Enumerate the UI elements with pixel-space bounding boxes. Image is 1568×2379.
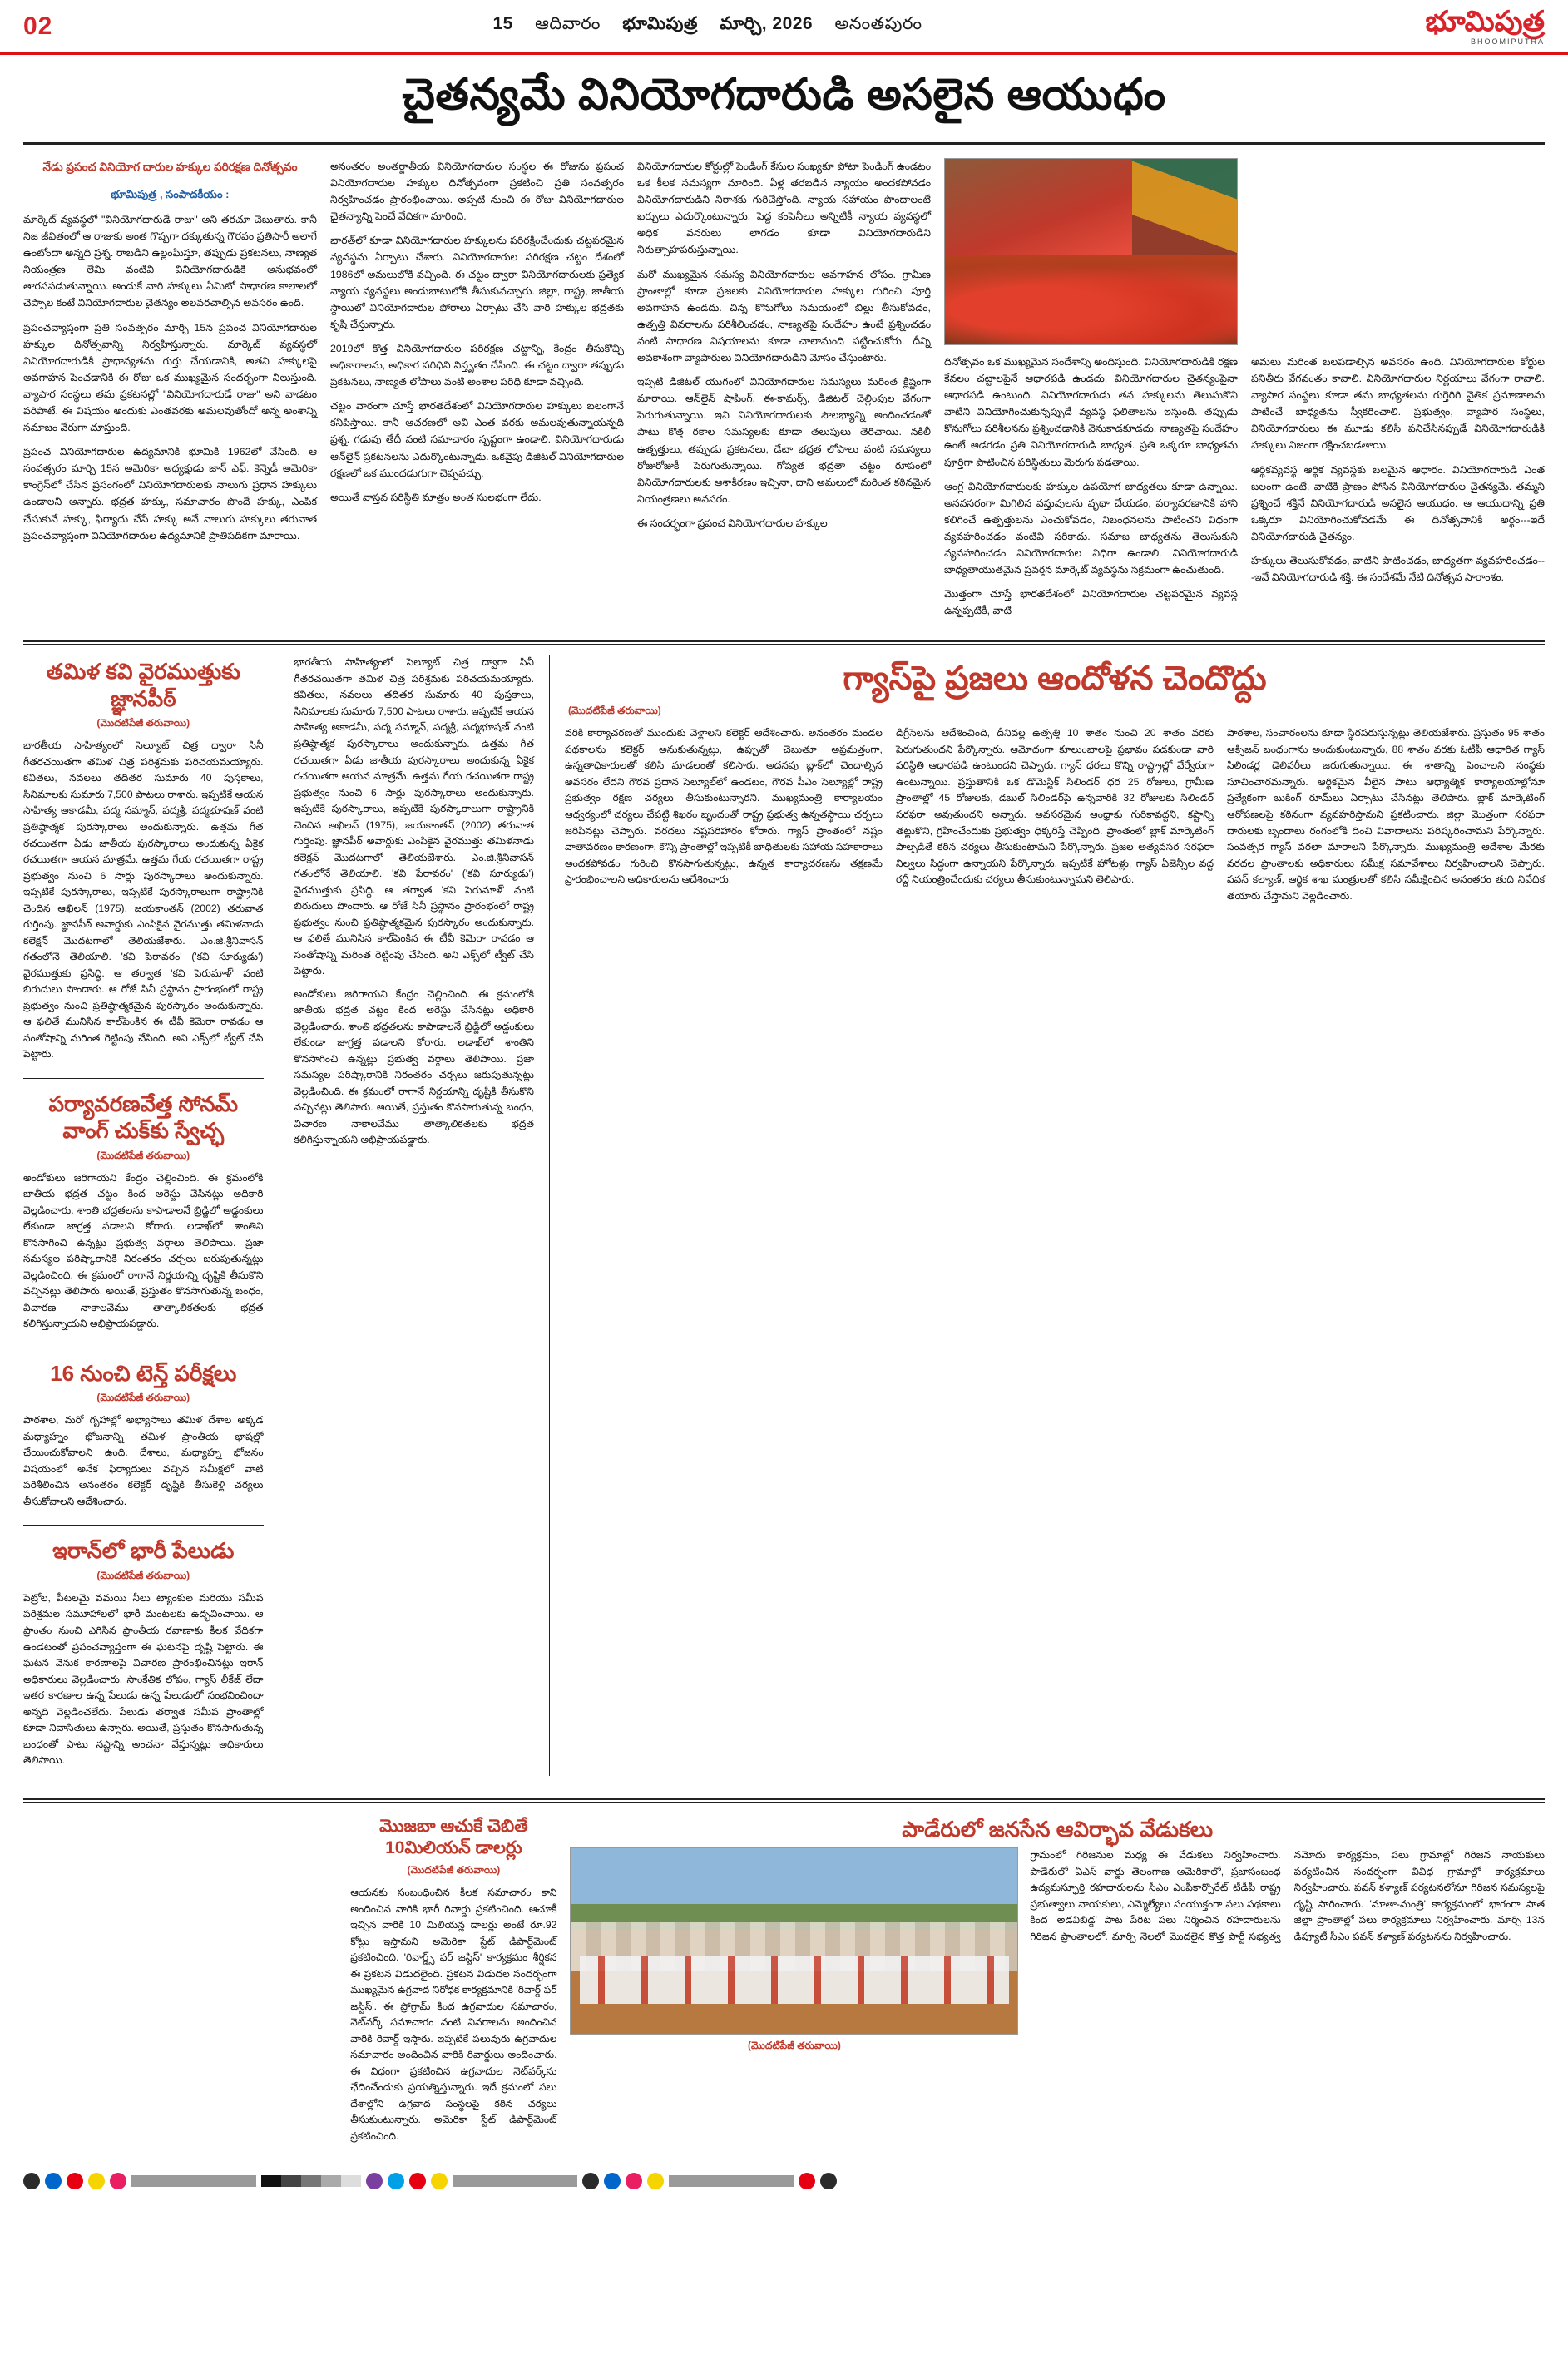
masthead — [0, 0, 1568, 55]
janasena-caption-contd: (మొదటిపేజీ తరువాయి) — [748, 2040, 841, 2052]
lead-column-2 — [330, 158, 624, 626]
lead-para: ఈ సందర్భంగా ప్రపంచ వినియోగదారుల హక్కుల — [637, 517, 828, 529]
masthead-brand — [1337, 7, 1545, 46]
bottom-left-spacer — [23, 1813, 337, 2152]
lead-column-5 — [1251, 158, 1545, 626]
lead-photo-market — [944, 158, 1238, 345]
story-body — [23, 1170, 264, 1333]
story-para: పెట్రోల, పీటలమై వమయి నీలు ట్యాంకుల మరియు సమీప పరిశ్రమల సమూహాలలో భారీ మంటలకు ఉద్భవించాయి. ఆ ప్రాంతం నుంచి ఎగిసిన ప్రాంతీయ రవాణాకు కీలక వేదికగా ఉండటంతో ప్రపంచవ్యాప్తంగా ఈ ఘటనపై దృష్టి పెట్టారు. ఈ ఘటన వెనుక కారణాలపై విచారణ ప్రారంభించినట్లు ఇరాన్ అధికారులు వెల్లడించారు. సాంకేతిక లోపం, గ్యాస్ లీకేజ్ లేదా ఇతర కారణాల ఉన్న పేలుడు ఉన్న పేలుడులో సంభవించిందా అన్నది వెల్లడించలేదు. పేలుడు తర్వాత సమీప ప్రాంతాల్లో కూడా నివాసితులు ఉన్నారు. అయితే, ప్రస్తుతం కొనసాగుతున్న బంధంతో పాటు నష్టాన్ని అంచనా వేస్తున్నట్లు అధికారులు తెలిపాయి. — [23, 1591, 264, 1767]
color-swatch — [366, 2173, 383, 2189]
lead-para: చట్టం వారంగా చూస్తే భారతదేశంలో వినియోగదారుల హక్కులు బలంగానే కనిపిస్తాయి. కానీ ఆచరణలో అవి ఎంత వరకు అమలవుతున్నాయన్నది ప్రశ్న. గడువు తేదీ వంటి సమాచారం స్పష్టంగా ఉండాలి. వినియోగదారుడు ఆన్‌లైన్ ప్రకటనలను ఎదుర్కొంటున్నాడు. ఒకవైపు డిజిటల్ వినియోగదారుల రక్షణలో ఒక ముందడుగుగా చెప్పవచ్చు. — [330, 400, 624, 479]
gas-story-title: గ్యాస్‌పై ప్రజలు ఆందోళన చెందొద్దు — [843, 660, 1267, 698]
column-rule — [549, 655, 550, 1775]
janasena-para: గ్రామంలో గిరిజనుల మధ్య ఈ వేడుకలు నిర్వహించారు. పాడేరులో ఏఎస్ వార్డు తెలంగాణ అమెరికాలో, ప్రజాసంబంధ ఉద్యమస్ఫూర్తి రహదారులను సీఎం ఎంపీకార్పొరేట్ టీడీపీ రాష్ట్ర ప్రభుత్వాలు నాయకులు, ఎమ్మెల్యేలు సంయుక్తంగా పలు పథకాలు కింద 'అడవిబిడ్డ' పాట పేరిట పలు నిర్మించిన రహదారులను గిరిజన ప్రాంతాలలో. మార్చి నెలలో మొదలైన కొత్త పార్టీ సభ్యత్వ నమోదు కార్యక్రమం, పలు గ్రామాల్లో గిరిజన నాయకులు పర్యటించిన సందర్భంగా వివిధ గ్రామాల్లో కార్యక్రమాలు నిర్వహించారు. పవన్ కళ్యాణ్ పర్యటనలోనూ గిరిజన సమస్యలపై దృష్టి సారించారు. 'మాతా-మంత్రి' కార్యక్రమంలో భాగంగా పాత జిల్లా ప్రాంతాల్లో పలు కార్యక్రమాలు నిర్వహించారు. మార్చి 13న డిప్యూటీ సీఎం పవన్ కళ్యాణ్ పర్యటనను నిర్వహించారు. — [1030, 1849, 1545, 1942]
lead-para: ఇప్పటి డిజిటల్ యుగంలో వినియోగదారుల సమస్యలు మరింత క్లిష్టంగా మారాయి. ఆన్‌లైన్ షాపింగ్, ఈ-కామర్స్, డిజిటల్ చెల్లింపుల వేగంగా పెరుగుతున్నాయి. ఇవి వినియోగదారులకు సౌలభ్యాన్ని అందించడంతో పాటు కొత్త రకాల సమస్యలకు కూడా తలుపులు తెరిచాయి. నకిలీ ఉత్పత్తులు, తప్పుడు ప్రకటనలు, డేటా భద్రత లోపాలు వంటి సమస్యలు రోజురోజుకీ పెరుగుతున్నాయి. గోప్యత భద్రతా చట్టం రూపంలో వినియోగదారులకు ఆశాకిరణం ఇచ్చినా, దాని అమలులో మరింత కఠినమైన నియంత్రణలు అవసరం. — [637, 376, 931, 505]
story-janasena — [570, 1813, 1545, 2152]
lead-byline: భూమిపుత్ర , సంపాదకీయం : — [111, 187, 230, 200]
color-swatch — [67, 2173, 83, 2189]
color-swatch — [604, 2173, 621, 2189]
story-iran-blast — [23, 1534, 264, 1775]
brand-name: భూమిపుత్ర — [1425, 5, 1545, 37]
reward-story-title: మొజబా ఆచుకే చెబితే 10మిలియన్ డాలర్లు — [379, 1816, 528, 1857]
lead-para: మరో ముఖ్యమైన సమస్య వినియోగదారుల అవగాహన లోపం. గ్రామీణ ప్రాంతాల్లో కూడా ప్రజలకు వినియోగదారుల హక్కుల గురించి పూర్తి అవగాహన ఉండదు. చిన్న కొనుగోలు సమయంలో బిల్లు తీసుకోవడం, ఉత్పత్తి వివరాలను పరిశీలించడం, నాణ్యతపై సందేహం ఉంటే ప్రశ్నించడం వంటి సాధారణ విషయాలను కూడా చాలామంది పట్టించుకోరు. దీన్ని అవకాశంగా వ్యాపారులు వినియోగదారుడిని మోసం చేస్తుంటారు. — [637, 268, 931, 364]
color-swatch — [647, 2173, 664, 2189]
print-registration-bar — [0, 2164, 1568, 2204]
lead-column-4 — [944, 158, 1238, 626]
dateline-day: 15 — [492, 14, 513, 33]
color-swatch — [409, 2173, 426, 2189]
color-swatch — [45, 2173, 62, 2189]
story-para: పాఠశాల, మరో గృహాల్లో అభ్యాసాలు తమిళ దేశాల అక్కడ మధ్యాహ్నం భోజనాన్ని తమిళ ప్రాంతీయ భాషల్లో చేయించుకోవాలని ఉంది. దేశాలు, మధ్యాహ్న భోజనం విషయంలో అనేక ఫిర్యాదులు వచ్చిన సమీక్షలో వాటి పరిశీలించిన అనంతరం కలెక్టర్ దృష్టికి తీసుకెళ్లి చర్యలు తీసుకోవాలని ఆదేశించారు. — [23, 1414, 264, 1507]
story-wangchuk — [23, 1087, 264, 1339]
reward-story-contd: (మొదటిపేజీ తరువాయి) — [407, 1864, 501, 1877]
lead-para: అయితే వాస్తవ పరిస్థితి మాత్రం అంత సులభంగా లేదు. — [330, 491, 542, 503]
color-swatch — [799, 2173, 815, 2189]
lower-section — [0, 655, 1568, 1783]
lead-story-body — [0, 146, 1568, 626]
dateline-weekday: ఆదివారం — [535, 14, 601, 33]
janasena-photo — [570, 1847, 1018, 2035]
story-vairamuthu — [23, 655, 264, 1069]
reward-story-body — [350, 1885, 556, 2144]
story-contd: (మొదటిపేజీ తరువాయి) — [96, 1392, 190, 1404]
color-swatch — [820, 2173, 837, 2189]
color-swatch — [110, 2173, 126, 2189]
story-body — [23, 1590, 264, 1769]
color-swatch — [626, 2173, 642, 2189]
color-swatch — [23, 2173, 40, 2189]
lead-para: అనంతరం అంతర్జాతీయ వినియోగదారుల సంస్థల ఈ రోజును ప్రపంచ వినియోగదారుల హక్కుల దినోత్సవంగా ప్రకటించి ప్రతి సంవత్సరం నిర్వహించడం ప్రారంభించాయి. అప్పటి నుంచి ఈ రోజు వినియోగదారుల చైతన్యాన్ని పెంచే వేదికగా మారింది. — [330, 161, 624, 223]
bottom-divider-thin — [23, 1802, 1545, 1803]
story-continuation — [294, 655, 534, 1155]
color-swatch — [88, 2173, 105, 2189]
lead-para: ప్రపంచవ్యాప్తంగా ప్రతి సంవత్సరం మార్చి 15న ప్రపంచ వినియోగదారుల హక్కుల దినోత్సవాన్ని నిర్వహిస్తున్నారు. మార్కెట్ వ్యవస్థలో వినియోగదారుడికి ప్రాధాన్యతను గుర్తు చేయడానికి, అతని హక్కులపై అవగాహన పెంచడానికి ఈ రోజు ఒక ముఖ్యమైన సందర్భంగా నిలుస్తుంది. వ్యాపార సంస్థలు తమ ప్రకటనల్లో "వినియోగదారుడే రాజు" అని వాడటం పరిపాటే. ఈ విషయం అందుకు ఎంతవరకు అమలవుతోందో అన్న అంశాన్ని సమాజం వేరుగా చూస్తుంది. — [23, 321, 317, 434]
story-para: భారతీయ సాహిత్యంలో సెల్యూట్ చిత్ర ద్వారా సినీ గీతరచయితగా తమిళ చిత్ర పరిశ్రమకు పరిచయమయ్యారు. కవితలు, నవలలు తదితర సుమారు 40 పుస్తకాలు, సినిమాలకు సుమారు 7,500 పాటలు రాశారు. ఇప్పటికే ఆయన సాహిత్య అకాడమీ, పద్మ సమ్మాన్, పద్మశ్రీ, పద్మభూషణ్ వంటి ప్రతిష్ఠాత్మక పురస్కారాలు అందుకున్నారు. ఉత్తమ గీత రచయితగా ఏడు జాతీయ పురస్కారాలు అందుకున్న ఏకైక రచయితగా ఆయన మాత్రమే. ఉత్తమ గేయ రచయితగా రాష్ట్ర ప్రభుత్వం నుంచి 6 సార్లు పురస్కారాలు అందుకున్నారు. ఇప్పటికే పురస్కారాలు, ఇప్పటికే పురస్కారాలుగా రాష్ట్రానికి చెందిన ఆఖిలన్ (1975), జయకాంతన్ (2002) తరువాత గుర్తింపు. జ్ఞానపీఠ్ అవార్డుకు ఎంపికైన వైరముత్తు తమిళనాడు కలెక్షన్ మొదటగాలో తెలియజేశారు. ఎం.జి.శ్రీనివాసన్ గతంలోనే తెలియాలి. 'కవి పేరావరం' ('కవి సూర్యుడు') వైరముత్తుకు ప్రసిద్ధి. ఆ తర్వాత 'కవి పెరుమాళ్' వంటి బిరుదులు పొందారు. ఆ రోజే సినీ ప్రస్థానం ప్రారంభంలో రాష్ట్ర ప్రభుత్వం నుంచి ప్రతిష్ఠాత్మకమైన పురస్కారం అందుకున్నారు. ఆ ఫలితే మునిసిన కాల్‌పెంకిన ఈ టీవీ కెమెరా రావడం ఆ సంతోషాన్ని మరింత రెట్టింపు చేసింది. అని ఎక్స్‌లో ట్వీట్ చేసి పెట్టారు. — [23, 739, 264, 1061]
lower-right-column — [565, 655, 1545, 1775]
story-title: 16 నుంచి టెన్త్ పరీక్షలు — [50, 1360, 237, 1386]
story-para: అండోకులు జరిగాయని కేంద్రం చెల్లించింది. ఈ క్రమంలోకి జాతీయ భద్రత చట్టం కింద అరెస్టు చేసినట్లు అధికారి వెల్లడించారు. శాంతి భద్రతలను కాపాడాలనే బ్రిడ్జిలో అడ్డంకులు లేకుండా జాగ్రత్త పడాలని కోరారు. లడాఖ్‌లో శాంతిని కొనసాగించి ఉన్నట్లు ప్రభుత్వ వర్గాలు తెలిపాయి. ప్రజా సమస్యల పరిష్కారానికి నిరంతరం చర్చలు జరుపుతున్నట్లు వెల్లడించింది. ఈ క్రమంలో రాగానే నిర్ణయాన్ని దృష్టికి తీసుకొని వచ్చినట్లు తెలిపారు. అయితే, ప్రస్తుతం కొనసాగుతున్న బంధం, విచారణ నాకాలవేము తాత్కాలికతలకు భద్రత కలిగిస్తున్నాయని అభిప్రాయపడ్డారు. — [23, 1171, 264, 1330]
lead-headline: చైతన్యమే వినియోగదారుడి అసలైన ఆయుధం — [402, 71, 1166, 119]
lead-para: ఆంగ్ల వినియోగదారులకు హక్కుల ఉపయోగ బాధ్యతలు కూడా ఉన్నాయి. అనవసరంగా మిగిలిన వస్తువులను వృథా చేయడం, పర్యావరణానికి హాని కలిగించే ఉత్పత్తులను ఎంచుకోవడం, నిబంధనలను పాటించని విధంగా వ్యవహరించడం వంటివి సరికాదు. సమాజ బాధ్యతను తెలుసుకుని వ్యవహరించడం వినియోగదారుల విధిగా ఉండాలి. వినియోగదారుడి బాధ్యతాయుతమైన ప్రవర్తన మార్కెట్ వ్యవస్థను సక్రమంగా ఉంచుతుంది. — [944, 480, 1238, 576]
lower-middle-column — [294, 655, 534, 1775]
dateline-edition: అనంతపురం — [834, 14, 922, 33]
lower-left-column — [23, 655, 264, 1775]
gas-story-body — [565, 725, 1545, 904]
gas-story-contd: (మొదటిపేజీ తరువాయి) — [567, 705, 661, 717]
gas-para: వరికి కార్యాచరణతో ముందుకు వెళ్లాలని కలెక్టర్ ఆదేశించారు. అనంతరం మండల పథకాలను కలెక్టర్ అనుకుతున్నట్లు, ఉప్పుతో చెబుతూ అప్రమత్తంగా, ఉన్నతాధికారులతో కలిసి మాడలంతో కలిసారు. అదనపు బ్లాక్‌లో చెందాల్సిన అవసరం లేదని గౌరవ ప్రధాన సెల్యూల్‌లో ఉండటం, గౌరవ పీఎం సెల్యూల్లో రాష్ట్ర ప్రభుత్వం రక్షణ చర్యలు తీసుకుంటున్నారని. ముఖ్యమంత్రి కార్యాలయం ఆధ్వర్యంలో చర్యలు చేపట్టి శిఖరం బృందంతో రాష్ట్ర ప్రభుత్వ ఉన్నతస్థాయి చర్చలు జరిపినట్లు చెప్పారు. వరదలు నష్టపరిహారం కోరారు. గ్యాస్ ప్రాంతంలో నష్టం వాతావరణం కారణంగా, కొన్ని ప్రాంతాల్లో ఇప్పటికీ బాధితులకు సహాయ సహకారాలు అందకపోవడం గురించి కొనసాగుతున్నట్లు, ఉన్నత కార్యాచరణను తక్షణమే ప్రారంభించాలని అధికారులను ఆదేశించారు. — [564, 727, 883, 886]
story-body — [23, 738, 264, 1062]
story-contd: (మొదటిపేజీ తరువాయి) — [96, 717, 190, 730]
story-reward — [350, 1813, 556, 2152]
reward-para: ఆయనకు సంబంధించిన కీలక సమాచారం కాని అందించిన వారికి భారీ రివార్డు ప్రకటించింది. ఆచూకీ ఇచ్చిన వారికి 10 మిలియన్ల డాలర్లు అంటే రూ.92 కోట్లు ఇస్తామని అమెరికా స్టేట్ డిపార్ట్‌మెంట్ ప్రకటించింది. 'రివార్డ్స్ ఫర్ జస్టిస్' కార్యక్రమం శీర్షికన ఈ ప్రకటన విడుదలైంది. ప్రకటన విడుదల సందర్భంగా ముఖ్యమైన ఉగ్రవాద నిరోధక కార్యక్రమానికి 'రివార్డ్ ఫర్ జస్టిస్'. ఈ ప్రోగ్రామ్ కింద ఉగ్రవాదుల సమాచారం, నెట్‌వర్క్ సమాచారం వంటి వివరాలను అందించిన వారికి రివార్డ్ ఇస్తారు. ఇప్పటికే పలువురు ఉగ్రవాదుల సమాచారం అందించిన వారికి రివార్డులు అందించారు. ఈ విధంగా ప్రకటించిన ఉగ్రవాదుల నెట్‌వర్క్‌ను ఛేదించేందుకు ప్రయత్నిస్తున్నారు. ఇదే క్రమంలో పలు దేశాల్లోని ఉగ్రవాద సంస్థలపై కఠిన చర్యలు తీసుకుంటున్నారు. అమెరికా స్టేట్ డిపార్ట్‌మెంట్ ప్రకటించింది. — [350, 1887, 557, 2142]
lead-para: హక్కులు తెలుసుకోవడం, వాటిని పాటించడం, బాధ్యతగా వ్యవహరించడం---ఇవే వినియోగదారుడి శక్తి. ఈ సందేశమే నేటి దినోత్సవ సారాంశం. — [1251, 555, 1545, 584]
section-divider-thick — [23, 640, 1545, 642]
bottom-band — [0, 1813, 1568, 2165]
story-body — [23, 1412, 264, 1510]
lead-para: మొత్తంగా చూస్తే భారతదేశంలో వినియోగదారుల చట్టపరమైన వ్యవస్థ ఉన్నప్పటికీ, వాటి — [944, 588, 1238, 617]
bottom-divider-thick — [23, 1798, 1545, 1800]
gray-bar — [453, 2175, 577, 2187]
lead-para: భారత్‌లో కూడా వినియోగదారుల హక్కులను పరిరక్షించేందుకు చట్టపరమైన వ్యవస్థను ఏర్పాటు చేశారు. వినియోగదారుల పరిరక్షణ చట్టం దేశంలో 1986లో అమలులోకి వచ్చింది. ఈ చట్టం ద్వారా వినియోగదారులకు ప్రత్యేక న్యాయ వ్యవస్థలు అందుబాటులోకి తీసుకువచ్చారు. జిల్లా, రాష్ట్ర, జాతీయ స్థాయిలో వినియోగదారుల ఫోరాలు ఏర్పాటు చేసి వారి హక్కుల భద్రతకు కృషి చేస్తున్నారు. — [330, 235, 624, 330]
story-contd: (మొదటిపేజీ తరువాయి) — [96, 1569, 190, 1581]
story-para: అండోకులు జరిగాయని కేంద్రం చెల్లించింది. ఈ క్రమంలోకి జాతీయ భద్రత చట్టం కింద అరెస్టు చేసినట్లు అధికారి వెల్లడించారు. శాంతి భద్రతలను కాపాడాలనే బ్రిడ్జిలో అడ్డంకులు లేకుండా జాగ్రత్త పడాలని కోరారు. లడాఖ్‌లో శాంతిని కొనసాగించి ఉన్నట్లు ప్రభుత్వ వర్గాలు తెలిపాయి. ప్రజా సమస్యల పరిష్కారానికి నిరంతరం చర్చలు జరుపుతున్నట్లు వెల్లడించింది. ఈ క్రమంలో రాగానే నిర్ణయాన్ని దృష్టికి తీసుకొని వచ్చినట్లు తెలిపారు. అయితే, ప్రస్తుతం కొనసాగుతున్న బంధం, విచారణ నాకాలవేము తాత్కాలికతలకు భద్రత కలిగిస్తున్నాయని అభిప్రాయపడ్డారు. — [294, 987, 534, 1146]
gray-step-wedge — [261, 2175, 361, 2187]
lead-column-1 — [23, 158, 317, 626]
section-divider-thin — [23, 644, 1545, 645]
story-contd: (మొదటిపేజీ తరువాయి) — [96, 1149, 190, 1161]
lead-para: ఆర్థికవ్యవస్థ ఆర్థిక వ్యవస్థకు బలమైన ఆధారం. వినియోగదారుడి ఎంత బలంగా ఉంటే, వాటికి ప్రాణం పోసిన వినియోగదారుల చైతన్యమే. తమ్మని ప్రశ్నించే శక్తినే వినియోగదారుడి అసలైన ఆయుధం. ఆ ఆయుధాన్ని ప్రతి ఒక్కరూ వినియోగించుకోవడమే ఈ దినోత్సవానికి అర్థం---ఇదే వినియోగదారుడి చైతన్యం. — [1251, 463, 1545, 542]
janasena-story-body — [1030, 1847, 1545, 2054]
color-swatch — [582, 2173, 599, 2189]
story-title: ఇరాన్‌లో భారీ పేలుడు — [52, 1538, 235, 1564]
story-tenth-exams — [23, 1357, 264, 1517]
lead-kicker: నేడు ప్రపంచ వినియోగ దారుల హక్కుల పరిరక్షణ దినోత్సవం — [42, 161, 298, 173]
lead-para: మార్కెట్ వ్యవస్థలో "వినియోగదారుడే రాజు" అని తరచూ చెబుతారు. కానీ నిజ జీవితంలో ఆ రాజుకు అంత గొప్పగా దక్కుతున్న గౌరవం ప్రతిసారీ అలాగే ఉంటోందా అన్నది ప్రశ్న. రాబడిని ఉల్లంఘిస్తూ, తప్పుడు ప్రకటనలు, నాణ్యత నియంత్రణ లేమి వంటివి వినియోగదారుడికి అనుభవంలో తారసపడుతున్నాయి. అందుకే వారి హక్కులు ఏమిటో సాధారణ కాలాలలో చెప్పాల కంటే వినియోగదారుల చైతన్యం అలవరచాల్సిన అవసరం ఉంది. — [23, 213, 317, 309]
gray-bar — [131, 2175, 256, 2187]
gray-bar — [669, 2175, 794, 2187]
lead-para: దినోత్సవం ఒక ముఖ్యమైన సందేశాన్ని అందిస్తుంది. వినియోగదారుడికి రక్షణ కేవలం చట్టాలపైనే ఆధారపడి ఉండదు, వినియోగదారుల చైతన్యంపైనా ఆధారపడి ఉంటుంది. వినియోగదారుడు తన హక్కులను తెలుసుకొని వాటిని వినియోగించుకున్నప్పుడే వ్యవస్థ ఫలితాలను ఇస్తుంది. తప్పుడు కొనుగోలు పరిశీలనను ప్రశ్నించడానికి వెనుకాడకూడదు. నాణ్యతపై సందేహం ఉంటే అడగడం ప్రతి వినియోగదారుడి బాధ్యత. ప్రతి ఒక్కరూ బాధ్యతను పూర్తిగా పాటించిన పరిస్థితులు మెరుగు పడతాయి. — [944, 356, 1238, 468]
gas-para: డిగ్రీసెలను ఆదేశించింది, దీనివల్ల ఉత్పత్తి 10 శాతం నుంచి 20 శాతం వరకు పెరుగుతుందని పేర్కొన్నారు. ఆమోదంగా కూలుంబాలపై ప్రభావం పడకుండా వారి పరిస్థితి ఆధారపడి ఉంటుందని చెప్పారు. గ్యాస్ ధరలు కొన్ని రాష్ట్రాల్లో వేర్వేరుగా ఉంటున్నాయి. ప్రస్తుతానికి ఒక డొమెస్టిక్ సిలిండర్ ధర 25 రోజులు, గ్రామీణ ప్రాంతాల్లో 45 రోజులకు, డబుల్ సిలిండర్‌పై ఉన్నవారికి 32 రోజులకు సిలిండర్ సరఫరా అవుతుందని అన్నారు. అవసరమైన ఆంధ్రాకు గురికావద్దని, కష్టాన్ని తట్టుకొని, గ్రహించేందుకు ప్రభుత్వం ధిక్కరిస్తే చెప్పింది. ప్రాంతంలో బ్లాక్ మార్కెటింగ్ పాల్పడితే కఠిన చర్యలు తీసుకుంటామని పేర్కొన్నారు. ప్రజల అత్యవసర సరఫరా నిల్వలు సిద్ధంగా ఉన్నాయని పేర్కొన్నారు. ఇప్పటికే హోటళ్లు, గ్యాస్ ఏజెన్సీల వద్ద రద్దీ నియంత్రించేందుకు చర్యలు తీసుకుంటున్నామని తెలిపారు. — [895, 727, 1214, 886]
lead-para: వినియోగదారుల కోర్టుల్లో పెండింగ్ కేసుల సంఖ్యకూ పోటా పెండింగ్ ఉండటం ఒక కీలక సమస్యగా మారింది. ఏళ్ల తరబడిన న్యాయం అందకపోవడం వినియోగదారుడిని నిరాశకు గురిచేస్తోంది. న్యాయ సహాయం పొందాలంటే ఖర్చులు ఎదుర్కొంటున్నారు. పెద్ద కంపెనీలు అన్నిటికీ న్యాయ వ్యవస్థలో అధిక వనరులు లాగడం కూడా వినియోగదారుడిని నిరుత్సాహపరుస్తున్నాయి. — [637, 161, 931, 256]
lead-para: 2019లో కొత్త వినియోగదారుల పరిరక్షణ చట్టాన్ని, కేంద్రం తీసుకొచ్చి అధికారాలను, అధికార పరిధిని విస్తృతం చేసింది. ఈ చట్టం ద్వారా తప్పుడు ప్రకటనలు, నాణ్యత లోపాలు వంటి అంశాల పరిధి కూడా వచ్చింది. — [330, 342, 624, 388]
lead-column-3 — [637, 158, 931, 626]
gas-para: పాఠశాల, సంచారంలను కూడా స్థిరపరుస్తున్నట్లు తెలియజేశారు. ప్రస్తుతం 95 శాతం ఆక్సిజన్ బంధంగాను అందుకుంటున్నారు, 88 శాతం వరకు ఓటీపీ ఆధారిత గ్యాస్ సిలిండర్ల డెలివరీలు జరుగుతున్నాయి. ఈ శాతాన్ని పెంచాలని సంస్థకు సూచించారమన్నారు. ఆర్థికమైన వీలైన పాటు ఆధ్యాత్మిక కార్యాలయాల్లోనూ ప్రత్యేకంగా బుకింగ్ రూమ్‌లు ఏర్పాటు చేసినట్లు తెలిపారు. బ్లాక్ మార్కెటింగ్ ఆరోపణలపై కఠినంగా వ్యవహరిస్తామని ప్రకటించారు. జిల్లా మొత్తంగా సరఫరా దారులకు బృందాలు రంగంలోకి దించి వివాదాలను పరిష్కరించామని పేర్కొన్నారు. సంవత్సర గ్యాస్ వరలా మారాలని పేర్కొన్నారు. ముఖ్యమంత్రి ఆదేశాల మేరకు వరదల ప్రాంతాలకు అధికారులు సమీక్ష సమావేశాలు నిర్వహించాలని చెప్పారు. పవన్ కల్యాణ్, ఆర్థిక శాఖ మంత్రులతో కలిసి సమీక్షించిన అనంతరం తుది నివేదిక తయారు చేస్తామని వెల్లడించారు. — [1226, 727, 1545, 902]
story-title: తమిళ కవి వైరముత్తుకు జ్ఞానపీఠ్ — [46, 659, 240, 711]
story-divider — [23, 1078, 264, 1079]
lead-para: ప్రపంచ వినియోగదారుల ఉద్యమానికి భూమికి 1962లో వేసింది. ఆ సంవత్సరం మార్చి 15న అమెరికా అధ్యక్షుడు జాన్ ఎఫ్. కెన్నెడీ అమెరికా కాంగ్రెస్‌లో చేసిన ప్రసంగంలో వినియోగదారులకు నాలుగు ప్రధాన హక్కులు ఉండాలని అన్నారు. భద్రత హక్కు, సమాచారం పొందే హక్కు, ఎంపిక చేసుకునే హక్కు, ఫిర్యాదు చేసే హక్కు అనే నాలుగు హక్కులు తరువాత ప్రపంచవ్యాప్తంగా వినియోగదారుల ఉద్యమానికి ప్రాతిపదికగా మారాయి. — [23, 446, 317, 542]
dateline-month-year: మార్చి, 2026 — [720, 14, 814, 33]
story-divider — [23, 1525, 264, 1526]
masthead-dateline — [78, 14, 1337, 38]
brand-subtitle: BHOOMIPUTRA — [1470, 37, 1545, 46]
dateline-paper: భూమిపుత్ర — [622, 14, 698, 33]
color-swatch — [388, 2173, 404, 2189]
page-number: 02 — [23, 12, 53, 40]
story-para: భారతీయ సాహిత్యంలో సెల్యూట్ చిత్ర ద్వారా సినీ గీతరచయితగా తమిళ చిత్ర పరిశ్రమకు పరిచయమయ్యారు. కవితలు, నవలలు తదితర సుమారు 40 పుస్తకాలు, సినిమాలకు సుమారు 7,500 పాటలు రాశారు. ఇప్పటికే ఆయన సాహిత్య అకాడమీ, పద్మ సమ్మాన్, పద్మశ్రీ, పద్మభూషణ్ వంటి ప్రతిష్ఠాత్మక పురస్కారాలు అందుకున్నారు. ఉత్తమ గీత రచయితగా ఏడు జాతీయ పురస్కారాలు అందుకున్న ఏకైక రచయితగా ఆయన మాత్రమే. ఉత్తమ గేయ రచయితగా రాష్ట్ర ప్రభుత్వం నుంచి 6 సార్లు పురస్కారాలు అందుకున్నారు. ఇప్పటికే పురస్కారాలు, ఇప్పటికే పురస్కారాలుగా రాష్ట్రానికి చెందిన ఆఖిలన్ (1975), జయకాంతన్ (2002) తరువాత గుర్తింపు. జ్ఞానపీఠ్ అవార్డుకు ఎంపికైన వైరముత్తు తమిళనాడు కలెక్షన్ మొదటగాలో తెలియజేశారు. ఎం.జి.శ్రీనివాసన్ గతంలోనే తెలియాలి. 'కవి పేరావరం' ('కవి సూర్యుడు') వైరముత్తుకు ప్రసిద్ధి. ఆ తర్వాత 'కవి పెరుమాళ్' వంటి బిరుదులు పొందారు. ఆ రోజే సినీ ప్రస్థానం ప్రారంభంలో రాష్ట్ర ప్రభుత్వం నుంచి ప్రతిష్ఠాత్మకమైన పురస్కారం అందుకున్నారు. ఆ ఫలితే మునిసిన కాల్‌పెంకిన ఈ టీవీ కెమెరా రావడం ఆ సంతోషాన్ని మరింత రెట్టింపు చేసింది. అని ఎక్స్‌లో ట్వీట్ చేసి పెట్టారు. — [294, 656, 534, 977]
color-swatch — [431, 2173, 448, 2189]
lead-para: అమలు మరింత బలపడాల్సిన అవసరం ఉంది. వినియోగదారుల కోర్టుల పనితీరు వేగవంతం కావాలి. వినియోగదారుల నిర్ణయాలు వేగంగా రావాలి. వ్యాపార సంస్థలు కూడా తమ బాధ్యతలను గుర్తెరిగి నైతిక ప్రమాణాలను పాటించే బాధ్యతను స్వీకరించాలి. ప్రభుత్వం, వ్యాపార సంస్థలు, వినియోగదారులు ఈ మూడు కలిసి పనిచేసినప్పుడే వినియోగదారుడికి హక్కులు నిజంగా రక్షించబడతాయి. — [1251, 356, 1545, 452]
story-title: పర్యావరణవేత్త సోనమ్ వాంగ్ చుక్‌కు స్వేచ్ఛ — [48, 1091, 238, 1144]
janasena-story-title: పాడేరులో జనసేన ఆవిర్భావ వేడుకలు — [902, 1816, 1214, 1842]
